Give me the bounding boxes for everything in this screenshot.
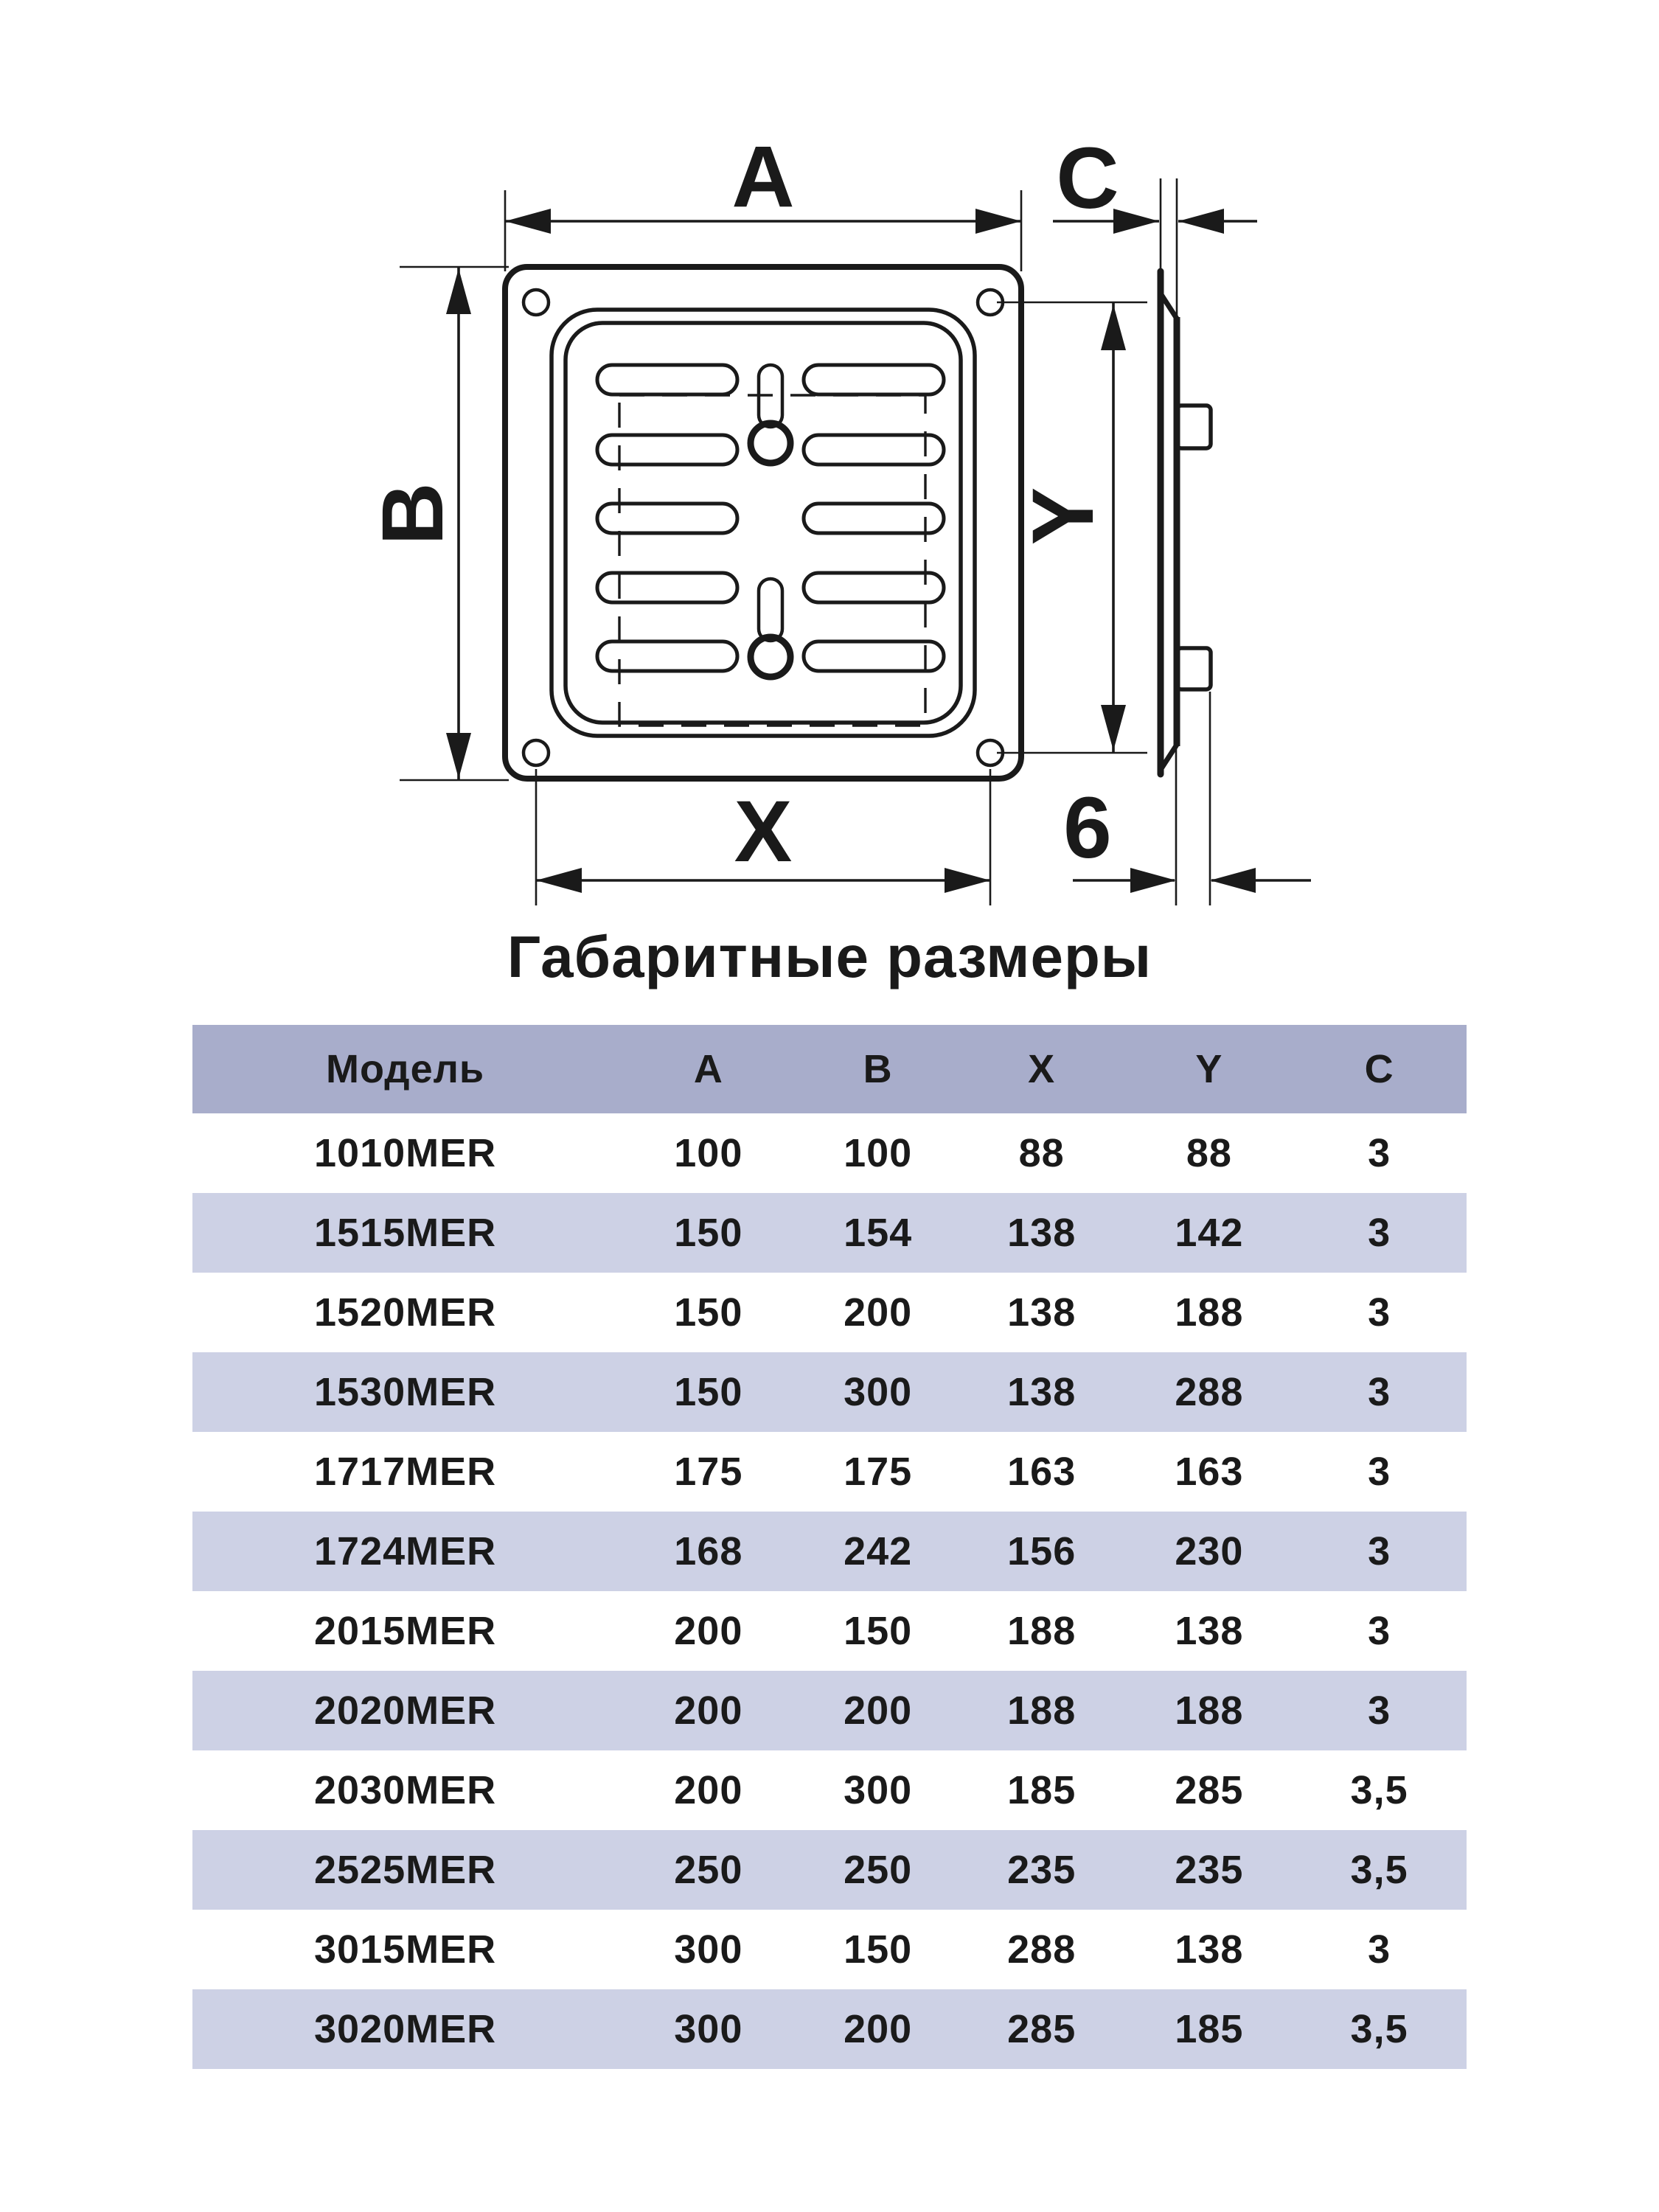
header-cell-y: Y: [1195, 1047, 1223, 1091]
cell-c: 3: [1368, 1450, 1391, 1494]
cell-c: 3: [1368, 1927, 1391, 1972]
dim-c: [1053, 130, 1257, 320]
cell-b: 250: [844, 1848, 913, 1892]
cell-x: 285: [1007, 2007, 1077, 2051]
keyhole-mount-top: [751, 365, 790, 463]
cell-a: 175: [674, 1450, 743, 1494]
cell-x: 235: [1007, 1848, 1077, 1892]
cell-b: 154: [844, 1211, 913, 1255]
dim-label-b: B: [364, 482, 462, 546]
cell-model: 1717MER: [314, 1450, 497, 1494]
cell-c: 3: [1368, 1370, 1391, 1414]
arrowhead-up-icon: [1101, 305, 1126, 350]
cell-model: 3015MER: [314, 1927, 497, 1972]
cell-b: 150: [844, 1609, 913, 1653]
dim-depth-6: [1063, 692, 1311, 905]
front-view: [505, 267, 1021, 779]
cell-y: 235: [1175, 1848, 1244, 1892]
mounting-clip-bottom: [1177, 648, 1211, 689]
arrowhead-right-icon: [975, 209, 1021, 234]
vent-slot: [804, 641, 944, 671]
cell-c: 3: [1368, 1290, 1391, 1335]
cell-x: 138: [1007, 1290, 1077, 1335]
dim-a: [505, 128, 1021, 271]
cell-a: 168: [674, 1529, 743, 1573]
table-row: [192, 1273, 1467, 1352]
cell-model: 2525MER: [314, 1848, 497, 1892]
cell-x: 156: [1007, 1529, 1077, 1573]
cell-c: 3,5: [1350, 2007, 1408, 2051]
cell-model: 1010MER: [314, 1131, 497, 1175]
vent-slot: [804, 435, 944, 465]
cell-model: 2030MER: [314, 1768, 497, 1812]
table-row: [192, 1750, 1467, 1830]
arrowhead-down-icon: [446, 733, 471, 779]
table-row: [192, 1591, 1467, 1671]
table-row: [192, 1671, 1467, 1750]
cell-y: 188: [1175, 1688, 1244, 1733]
cell-a: 150: [674, 1211, 743, 1255]
arrowhead-right-icon: [945, 868, 990, 893]
header-cell-b: B: [863, 1047, 893, 1091]
cell-a: 100: [674, 1131, 743, 1175]
dim-label-a: A: [731, 128, 795, 226]
header-cell-a: A: [693, 1047, 723, 1091]
dim-label-x: X: [734, 783, 793, 880]
keyhole-mount-bottom: [751, 579, 790, 677]
cell-x: 163: [1007, 1450, 1077, 1494]
screw-hole-top-left: [524, 290, 549, 315]
cell-model: 1724MER: [314, 1529, 497, 1573]
mounting-clip-top: [1177, 406, 1211, 448]
table-row: [192, 1830, 1467, 1910]
cell-a: 200: [674, 1609, 743, 1653]
dim-label-c: C: [1056, 130, 1119, 227]
cell-y: 185: [1175, 2007, 1244, 2051]
cell-model: 1515MER: [314, 1211, 497, 1255]
cell-x: 88: [1018, 1131, 1065, 1175]
vent-slot: [804, 365, 944, 394]
cell-x: 138: [1007, 1370, 1077, 1414]
cell-b: 100: [844, 1131, 913, 1175]
cell-b: 175: [844, 1450, 913, 1494]
cell-a: 200: [674, 1688, 743, 1733]
arrowhead-down-icon: [1101, 705, 1126, 751]
vent-slot: [804, 573, 944, 602]
grille-inner-frame-inner: [566, 323, 961, 723]
cell-a: 250: [674, 1848, 743, 1892]
dimension-diagram: [0, 0, 1659, 922]
side-view: [1161, 271, 1211, 774]
cell-model: 2020MER: [314, 1688, 497, 1733]
cell-c: 3,5: [1350, 1848, 1408, 1892]
table-row: [192, 1989, 1467, 2069]
table-row: [192, 1193, 1467, 1273]
table-row: [192, 1432, 1467, 1512]
dim-label-depth: 6: [1063, 779, 1112, 877]
cell-a: 150: [674, 1290, 743, 1335]
cell-x: 188: [1007, 1609, 1077, 1653]
header-cell-c: C: [1364, 1047, 1394, 1091]
cell-a: 200: [674, 1768, 743, 1812]
cell-b: 300: [844, 1768, 913, 1812]
cell-model: 1520MER: [314, 1290, 497, 1335]
cell-b: 242: [844, 1529, 913, 1573]
cell-y: 138: [1175, 1609, 1244, 1653]
cell-b: 200: [844, 1688, 913, 1733]
cell-c: 3: [1368, 1609, 1391, 1653]
cell-model: 3020MER: [314, 2007, 497, 2051]
arrowhead-left-icon: [1178, 209, 1224, 234]
cell-model: 2015MER: [314, 1609, 497, 1653]
dimensions-table: [192, 1025, 1467, 2069]
table-row: [192, 1352, 1467, 1432]
vent-slot: [597, 365, 737, 394]
cell-b: 150: [844, 1927, 913, 1972]
cell-y: 88: [1186, 1131, 1232, 1175]
cell-y: 285: [1175, 1768, 1244, 1812]
cell-b: 300: [844, 1370, 913, 1414]
cell-y: 188: [1175, 1290, 1244, 1335]
cell-c: 3: [1368, 1131, 1391, 1175]
cell-y: 138: [1175, 1927, 1244, 1972]
table-row: [192, 1113, 1467, 1193]
table-row: [192, 1910, 1467, 1989]
page-title: Габаритные размеры: [507, 924, 1152, 990]
arrowhead-right-icon: [1113, 209, 1159, 234]
arrowhead-left-icon: [1210, 868, 1256, 893]
vent-slot: [804, 504, 944, 533]
header-cell-model: Модель: [326, 1047, 485, 1091]
cell-y: 142: [1175, 1211, 1244, 1255]
cell-a: 150: [674, 1370, 743, 1414]
cell-c: 3,5: [1350, 1768, 1408, 1812]
cell-model: 1530MER: [314, 1370, 497, 1414]
cell-x: 188: [1007, 1688, 1077, 1733]
table-row: [192, 1512, 1467, 1591]
cell-x: 185: [1007, 1768, 1077, 1812]
vent-slots: [597, 365, 944, 671]
header-cell-x: X: [1028, 1047, 1056, 1091]
cell-y: 163: [1175, 1450, 1244, 1494]
table-header-row: [192, 1025, 1467, 1113]
dim-x: [536, 769, 990, 905]
arrowhead-right-icon: [1130, 868, 1176, 893]
dim-b: [364, 267, 509, 780]
cell-y: 288: [1175, 1370, 1244, 1414]
arrowhead-left-icon: [505, 209, 551, 234]
table-body: [192, 1113, 1467, 2069]
cell-b: 200: [844, 1290, 913, 1335]
screw-hole-bottom-left: [524, 740, 549, 765]
cell-a: 300: [674, 1927, 743, 1972]
arrowhead-up-icon: [446, 268, 471, 314]
cell-c: 3: [1368, 1211, 1391, 1255]
cell-y: 230: [1175, 1529, 1244, 1573]
cell-x: 288: [1007, 1927, 1077, 1972]
arrowhead-left-icon: [536, 868, 582, 893]
cell-b: 200: [844, 2007, 913, 2051]
dim-label-y: Y: [1015, 487, 1112, 546]
cell-x: 138: [1007, 1211, 1077, 1255]
cell-c: 3: [1368, 1688, 1391, 1733]
cell-c: 3: [1368, 1529, 1391, 1573]
cell-a: 300: [674, 2007, 743, 2051]
